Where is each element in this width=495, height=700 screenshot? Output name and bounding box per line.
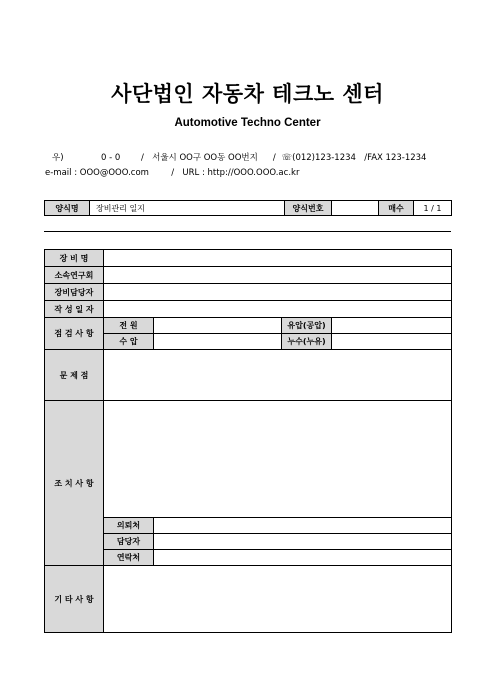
action-field[interactable]	[104, 401, 452, 518]
form-number-label: 양식번호	[285, 201, 332, 216]
date-label: 작 성 일 자	[45, 301, 104, 318]
oil-pressure-field[interactable]	[332, 318, 452, 334]
water-pressure-label: 수 압	[104, 334, 154, 350]
separator: /	[140, 153, 144, 163]
institute-field[interactable]	[104, 267, 452, 284]
contact-info-label: 연락처	[104, 550, 154, 566]
leakage-label: 누수(누유)	[282, 334, 332, 350]
street-address: 서울시 OO구 OO동 OO번지	[152, 153, 258, 163]
manager-label: 장비담당자	[45, 284, 104, 301]
page-subtitle: Automotive Techno Center	[174, 117, 321, 129]
pages-value: 1 / 1	[414, 201, 452, 216]
address-line	[52, 151, 492, 163]
manager-field[interactable]	[104, 284, 452, 301]
problems-field[interactable]	[104, 350, 452, 401]
form-name-label: 양식명	[45, 201, 90, 216]
requester-field[interactable]	[154, 518, 452, 534]
form-name-value: 장비관리 일지	[90, 201, 285, 216]
power-label: 전 원	[104, 318, 154, 334]
equipment-name-label: 장 비 명	[45, 250, 104, 267]
problems-label: 문 제 점	[45, 350, 104, 401]
institute-label: 소속연구회	[45, 267, 104, 284]
contact-line	[45, 168, 485, 178]
page-title: 사단법인 자동차 테크노 센터	[111, 82, 384, 106]
postal-label: 우)	[52, 153, 64, 163]
postal-code: 0 - 0	[101, 153, 121, 163]
leakage-field[interactable]	[332, 334, 452, 350]
divider	[44, 231, 451, 232]
separator: /	[272, 153, 276, 163]
action-label: 조 치 사 항	[45, 401, 104, 566]
requester-label: 의뢰처	[104, 518, 154, 534]
other-label: 기 타 사 항	[45, 566, 104, 633]
website-url: URL : http://OOO.OOO.ac.kr	[182, 168, 300, 178]
equipment-name-field[interactable]	[104, 250, 452, 267]
contact-info-field[interactable]	[154, 550, 452, 566]
email-address: e-mail : OOO@OOO.com	[45, 168, 149, 178]
pages-label: 매수	[379, 201, 414, 216]
other-field[interactable]	[104, 566, 452, 633]
water-pressure-field[interactable]	[154, 334, 282, 350]
oil-pressure-label: 유압(공압)	[282, 318, 332, 334]
phone-number: ☏(012)123-1234	[281, 153, 356, 163]
separator: /	[171, 168, 175, 178]
person-in-charge-label: 담당자	[104, 534, 154, 550]
date-field[interactable]	[104, 301, 452, 318]
form-info-table	[44, 200, 452, 216]
form-number-value[interactable]	[332, 201, 379, 216]
fax-number: /FAX 123-1234	[364, 153, 427, 163]
power-field[interactable]	[154, 318, 282, 334]
inspection-label: 점 검 사 항	[45, 318, 104, 350]
equipment-log-table	[44, 249, 452, 633]
person-in-charge-field[interactable]	[154, 534, 452, 550]
